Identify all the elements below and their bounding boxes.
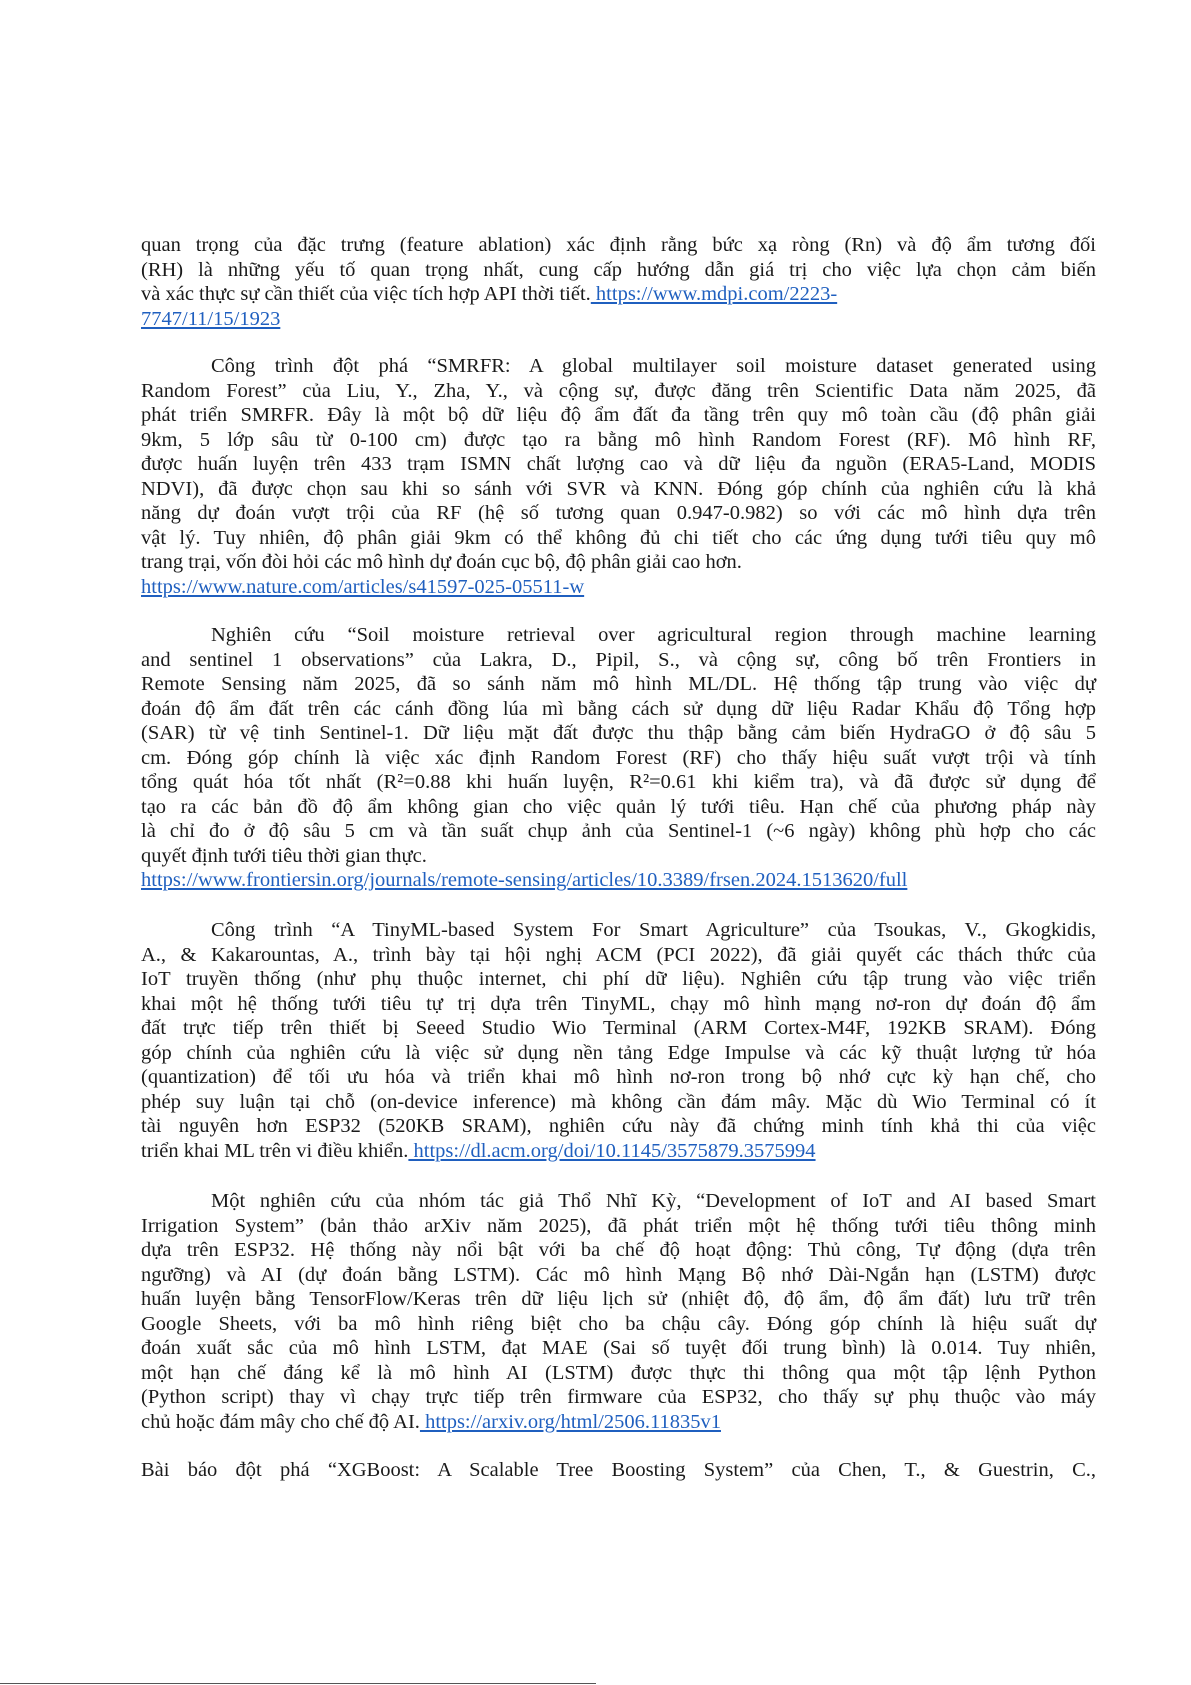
text-line [141,1410,1096,1435]
footnote-separator [0,1683,596,1684]
text-line: tài nguyên hơn ESP32 (520KB SRAM), nghiên cứu này đã chứng minh tính khả thi của việc [141,1115,1096,1137]
text-line: là chỉ đo ở độ sâu 5 cm và tần suất chụp ảnh của Sentinel-1 (~6 ngày) không phù hợp cho các [141,820,1096,842]
mdpi-link[interactable]: https://www.mdpi.com/2223- [590,283,838,305]
text-line: Random Forest” của Liu, Y., Zha, Y., và cộng sự, được đăng trên Scientific Data năm 2025, đã [141,379,1096,402]
paragraph-tinyml [141,918,1096,1163]
mdpi-link-continued[interactable]: 7747/11/15/1923 [141,307,281,330]
text-line: huấn luyện bằng TensorFlow/Keras trên dữ liệu lịch sử (nhiệt độ, độ ẩm, độ ẩm đất) lưu trữ trên [141,1288,1096,1310]
text-line: trang trại, vốn đòi hỏi các mô hình dự đoán cục bộ, độ phân giải cao hơn. [141,551,742,573]
frontiers-link[interactable]: https://www.frontiersin.org/journals/remote-sensing/articles/10.3389/frsen.2024.1513620/full [141,869,908,891]
text-line: (Python script) thay vì chạy trực tiếp trên firmware của ESP32, cho thấy sự phụ thuộc vào máy [141,1386,1096,1408]
text-line: tổng quát hóa tốt nhất (R²=0.88 khi huấn luyện, R²=0.61 khi kiểm tra), và đã được sử dụng để [141,771,1096,793]
text-line: Nghiên cứu “Soil moisture retrieval over agricultural region through machine learning [211,624,1096,646]
text-line: đất trực tiếp trên thiết bị Seeed Studio Wio Terminal (ARM Cortex-M4F, 192KB SRAM). Đóng [141,1017,1096,1039]
text-line: (quantization) để tối ưu hóa và triển khai mô hình nơ-ron trong bộ nhớ cực kỳ hạn chế, cho [141,1066,1096,1088]
text-line: khai một hệ thống tưới tiêu tự trị dựa trên TinyML, chạy mô hình mạng nơ-ron dự đoán độ ẩm [141,992,1096,1015]
acm-link[interactable]: https://dl.acm.org/doi/10.1145/3575879.3575994 [408,1139,816,1162]
paragraph-feature-ablation [141,233,1096,331]
text-fragment: và xác thực sự cần thiết của việc tích hợp API thời tiết. [141,283,591,305]
text-line: dựa trên ESP32. Hệ thống này nổi bật với ba chế độ hoạt động: Thủ công, Tự động (dựa trên [141,1239,1096,1261]
text-line: Irrigation System” (bản thảo arXiv năm 2025), đã phát triển một hệ thống tưới tiêu thông minh [141,1214,1096,1237]
text-line: phát triển SMRFR. Đây là một bộ dữ liệu độ ẩm đất đa tầng trên quy mô toàn cầu (độ phân giải [141,404,1096,426]
nature-link[interactable]: https://www.nature.com/articles/s41597-025-05511-w [141,575,585,598]
text-line: Một nghiên cứu của nhóm tác giả Thổ Nhĩ Kỳ, “Development of IoT and AI based Smart [211,1190,1096,1212]
text-fragment: triển khai ML trên vi điều khiển. [141,1139,409,1162]
paragraph-xgboost [141,1458,1096,1483]
paragraph-smrfr [141,354,1096,599]
text-line: ngưỡng) và AI (dự đoán bằng LSTM). Các mô hình Mạng Bộ nhớ Dài-Ngắn hạn (LSTM) được [141,1263,1096,1286]
paragraph-soil-moisture-sentinel [141,623,1096,893]
text-line: A., & Kakarountas, A., trình bày tại hội nghị ACM (PCI 2022), đã giải quyết các thách thức của [141,943,1096,966]
text-line: Google Sheets, với ba mô hình riêng biệt cho ba chậu cây. Đóng góp chính là hiệu suất dự [141,1312,1096,1335]
text-line: góp chính của nghiên cứu là việc sử dụng nền tảng Edge Impulse và các kỹ thuật lượng tử hóa [141,1041,1096,1064]
text-line: IoT truyền thống (như phụ thuộc internet, chi phí dữ liệu). Nghiên cứu tập trung vào việc triển [141,968,1096,990]
text-line: phép suy luận tại chỗ (on-device inference) mà không cần đám mây. Mặc dù Wio Terminal có ít [141,1090,1096,1113]
text-line: vật lý. Tuy nhiên, độ phân giải 9km có thể không đủ chi tiết cho các ứng dụng tưới tiêu quy mô [141,526,1096,549]
paragraph-iot-ai-irrigation [141,1189,1096,1434]
text-line: đoán độ ẩm đất trên các cánh đồng lúa mì bằng cách sử dụng dữ liệu Radar Khẩu độ Tổng hợp [141,697,1096,720]
text-line [141,307,1096,332]
arxiv-link[interactable]: https://arxiv.org/html/2506.11835v1 [419,1410,721,1433]
text-line: tạo ra các bản đồ độ ẩm không gian cho việc quản lý tưới tiêu. Hạn chế của phương pháp này [141,795,1096,818]
text-line: được huấn luyện trên 433 trạm ISMN chất lượng cao và dữ liệu đa nguồn (ERA5-Land, MODIS [141,453,1096,475]
text-line: năng dự đoán vượt trội của RF (hệ số tương quan 0.947-0.982) so với các mô hình dựa trên [141,502,1096,524]
text-line: đoán xuất sắc của mô hình LSTM, đạt MAE (Sai số tuyệt đối trung bình) là 0.014. Tuy nhiên, [141,1337,1096,1359]
text-line: Công trình “A TinyML-based System For Smart Agriculture” của Tsoukas, V., Gkogkidis, [211,919,1096,941]
text-line [141,575,1096,600]
text-line: quyết định tưới tiêu thời gian thực. [141,844,427,867]
text-line [141,868,1096,893]
text-line: cm. Đóng góp chính là việc xác định Random Forest (RF) cho thấy hiệu suất vượt trội và tính [141,746,1096,769]
text-line: (RH) là những yếu tố quan trọng nhất, cung cấp hướng dẫn giá trị cho việc lựa chọn cảm biến [141,258,1096,281]
text-line: Remote Sensing năm 2025, đã so sánh năm mô hình ML/DL. Hệ thống tập trung vào việc dự [141,673,1096,695]
text-line: quan trọng của đặc trưng (feature ablation) xác định rằng bức xạ ròng (Rn) và độ ẩm tương đối [141,234,1096,256]
text-line: and sentinel 1 observations” của Lakra, D., Pipil, S., và cộng sự, công bố trên Frontiers in [141,648,1096,671]
text-line: (SAR) từ vệ tinh Sentinel-1. Dữ liệu mặt đất được thu thập bằng cảm biến HydraGO ở độ sâu 5 [141,722,1096,744]
text-line [141,1139,1096,1164]
text-line: một hạn chế đáng kể là mô hình AI (LSTM) được thực thi thông qua một tập lệnh Python [141,1361,1096,1384]
text-fragment: chủ hoặc đám mây cho chế độ AI. [141,1410,420,1433]
text-line: NDVI), đã được chọn sau khi so sánh với SVR và KNN. Đóng góp chính của nghiên cứu là khả [141,477,1096,500]
text-line: 9km, 5 lớp sâu từ 0-100 cm) được tạo ra bằng mô hình Random Forest (RF). Mô hình RF, [141,428,1096,451]
text-line: Bài báo đột phá “XGBoost: A Scalable Tree Boosting System” của Chen, T., & Guestrin, C., [141,1459,1096,1481]
text-line: Công trình đột phá “SMRFR: A global multilayer soil moisture dataset generated using [211,355,1096,377]
text-line [141,282,1096,307]
